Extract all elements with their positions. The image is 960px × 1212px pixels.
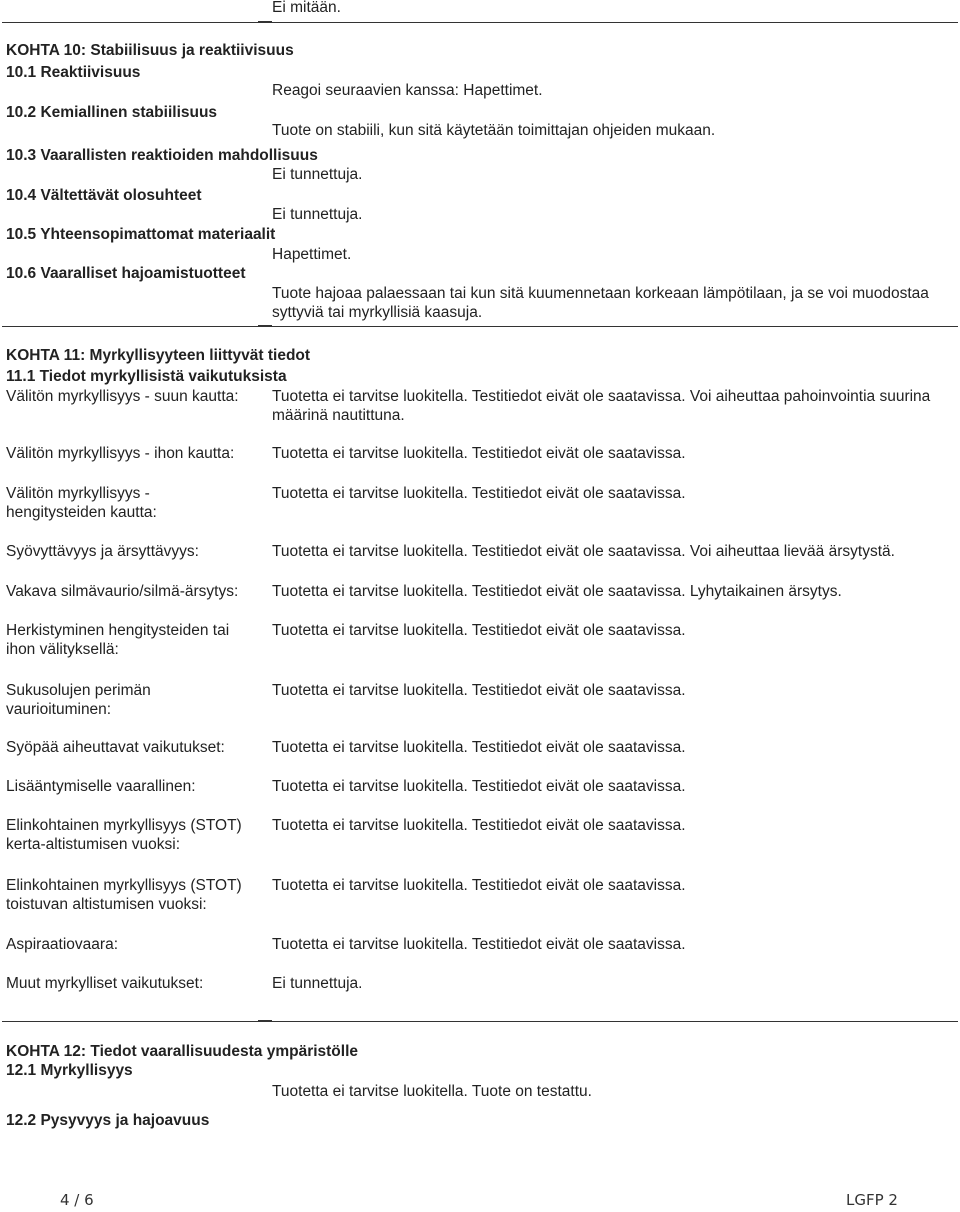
row-value: Ei tunnettuja. bbox=[272, 975, 363, 992]
row-value: Tuotetta ei tarvitse luokitella. Testitiedot eivät ole saatavissa. bbox=[272, 936, 686, 953]
row-value: Tuotetta ei tarvitse luokitella. Testitiedot eivät ole saatavissa. bbox=[272, 485, 686, 502]
row-label: Elinkohtainen myrkyllisyys (STOT) kerta-altistumisen vuoksi: bbox=[6, 817, 242, 853]
document-code: LGFP 2 bbox=[846, 1191, 898, 1209]
section-10-4-label: 10.4 Vältettävät olosuhteet bbox=[6, 187, 202, 204]
row-value: Tuotetta ei tarvitse luokitella. Testitiedot eivät ole saatavissa. bbox=[272, 622, 686, 639]
row-value: Tuotetta ei tarvitse luokitella. Testitiedot eivät ole saatavissa. bbox=[272, 877, 686, 894]
row-label: Muut myrkylliset vaikutukset: bbox=[6, 975, 204, 992]
divider-tick bbox=[258, 325, 272, 327]
divider bbox=[2, 22, 958, 23]
section-10-1-value: Reagoi seuraavien kanssa: Hapettimet. bbox=[272, 82, 543, 99]
section-10-5-value: Hapettimet. bbox=[272, 246, 352, 263]
row-label: Elinkohtainen myrkyllisyys (STOT) toistuvan altistumisen vuoksi: bbox=[6, 877, 242, 913]
row-value: Tuotetta ei tarvitse luokitella. Testitiedot eivät ole saatavissa. bbox=[272, 778, 686, 795]
row-value: Tuotetta ei tarvitse luokitella. Testitiedot eivät ole saatavissa. bbox=[272, 445, 686, 462]
section-10-5-label: 10.5 Yhteensopimattomat materiaalit bbox=[6, 226, 276, 243]
section-10-1-label: 10.1 Reaktiivisuus bbox=[6, 64, 141, 81]
row-value: Tuotetta ei tarvitse luokitella. Testitiedot eivät ole saatavissa. Voi aiheuttaa lievää ärsytystä. bbox=[272, 543, 895, 560]
row-label: Syövyttävyys ja ärsyttävyys: bbox=[6, 543, 199, 560]
divider-tick bbox=[258, 21, 272, 23]
section-10-6-label: 10.6 Vaaralliset hajoamistuotteet bbox=[6, 265, 246, 282]
row-value: Tuotetta ei tarvitse luokitella. Testitiedot eivät ole saatavissa. Voi aiheuttaa pahoinvointia suurina määrinä nautittuna. bbox=[272, 388, 931, 424]
divider bbox=[2, 326, 958, 327]
row-label: Sukusolujen perimän vaurioituminen: bbox=[6, 682, 151, 718]
section-10-heading: KOHTA 10: Stabiilisuus ja reaktiivisuus bbox=[6, 42, 294, 59]
section-10-6-value-line1: Tuote hajoaa palaessaan tai kun sitä kuumennetaan korkeaan lämpötilaan, ja se voi muodostaa bbox=[272, 285, 929, 302]
section-11-1-subheading: 11.1 Tiedot myrkyllisistä vaikutuksista bbox=[6, 368, 287, 385]
row-label: Välitön myrkyllisyys - ihon kautta: bbox=[6, 445, 235, 462]
section-12-1-value: Tuotetta ei tarvitse luokitella. Tuote on testattu. bbox=[272, 1083, 592, 1100]
divider bbox=[2, 1021, 958, 1022]
row-label: Lisääntymiselle vaarallinen: bbox=[6, 778, 196, 795]
section-12-heading: KOHTA 12: Tiedot vaarallisuudesta ympäristölle bbox=[6, 1043, 359, 1060]
section-10-3-value: Ei tunnettuja. bbox=[272, 166, 363, 183]
section-10-2-value: Tuote on stabiili, kun sitä käytetään toimittajan ohjeiden mukaan. bbox=[272, 122, 716, 139]
row-value: Tuotetta ei tarvitse luokitella. Testitiedot eivät ole saatavissa. bbox=[272, 739, 686, 756]
section-10-4-value: Ei tunnettuja. bbox=[272, 206, 363, 223]
row-label: Herkistyminen hengitysteiden tai ihon välityksellä: bbox=[6, 622, 230, 658]
row-label: Syöpää aiheuttavat vaikutukset: bbox=[6, 739, 225, 756]
row-label: Vakava silmävaurio/silmä-ärsytys: bbox=[6, 583, 239, 600]
row-value: Tuotetta ei tarvitse luokitella. Testitiedot eivät ole saatavissa. bbox=[272, 817, 686, 834]
divider-tick bbox=[258, 1020, 272, 1022]
section-10-2-label: 10.2 Kemiallinen stabiilisuus bbox=[6, 104, 218, 121]
row-label: Välitön myrkyllisyys - suun kautta: bbox=[6, 388, 239, 405]
section-10-3-label: 10.3 Vaarallisten reaktioiden mahdollisuus bbox=[6, 147, 318, 164]
row-value: Tuotetta ei tarvitse luokitella. Testitiedot eivät ole saatavissa. Lyhytaikainen ärsytys. bbox=[272, 583, 842, 600]
section-10-6-value-line2: syttyviä tai myrkyllisiä kaasuja. bbox=[272, 304, 483, 321]
section-12-1-label: 12.1 Myrkyllisyys bbox=[6, 1062, 133, 1079]
section-11-heading: KOHTA 11: Myrkyllisyyteen liittyvät tiedot bbox=[6, 347, 311, 364]
row-label: Aspiraatiovaara: bbox=[6, 936, 119, 953]
row-label: Välitön myrkyllisyys - hengitysteiden kautta: bbox=[6, 485, 157, 521]
row-value: Tuotetta ei tarvitse luokitella. Testitiedot eivät ole saatavissa. bbox=[272, 682, 686, 699]
section-12-2-label: 12.2 Pysyvyys ja hajoavuus bbox=[6, 1112, 210, 1129]
page-number: 4 / 6 bbox=[60, 1191, 94, 1209]
continuation-text: Ei mitään. bbox=[272, 0, 341, 16]
